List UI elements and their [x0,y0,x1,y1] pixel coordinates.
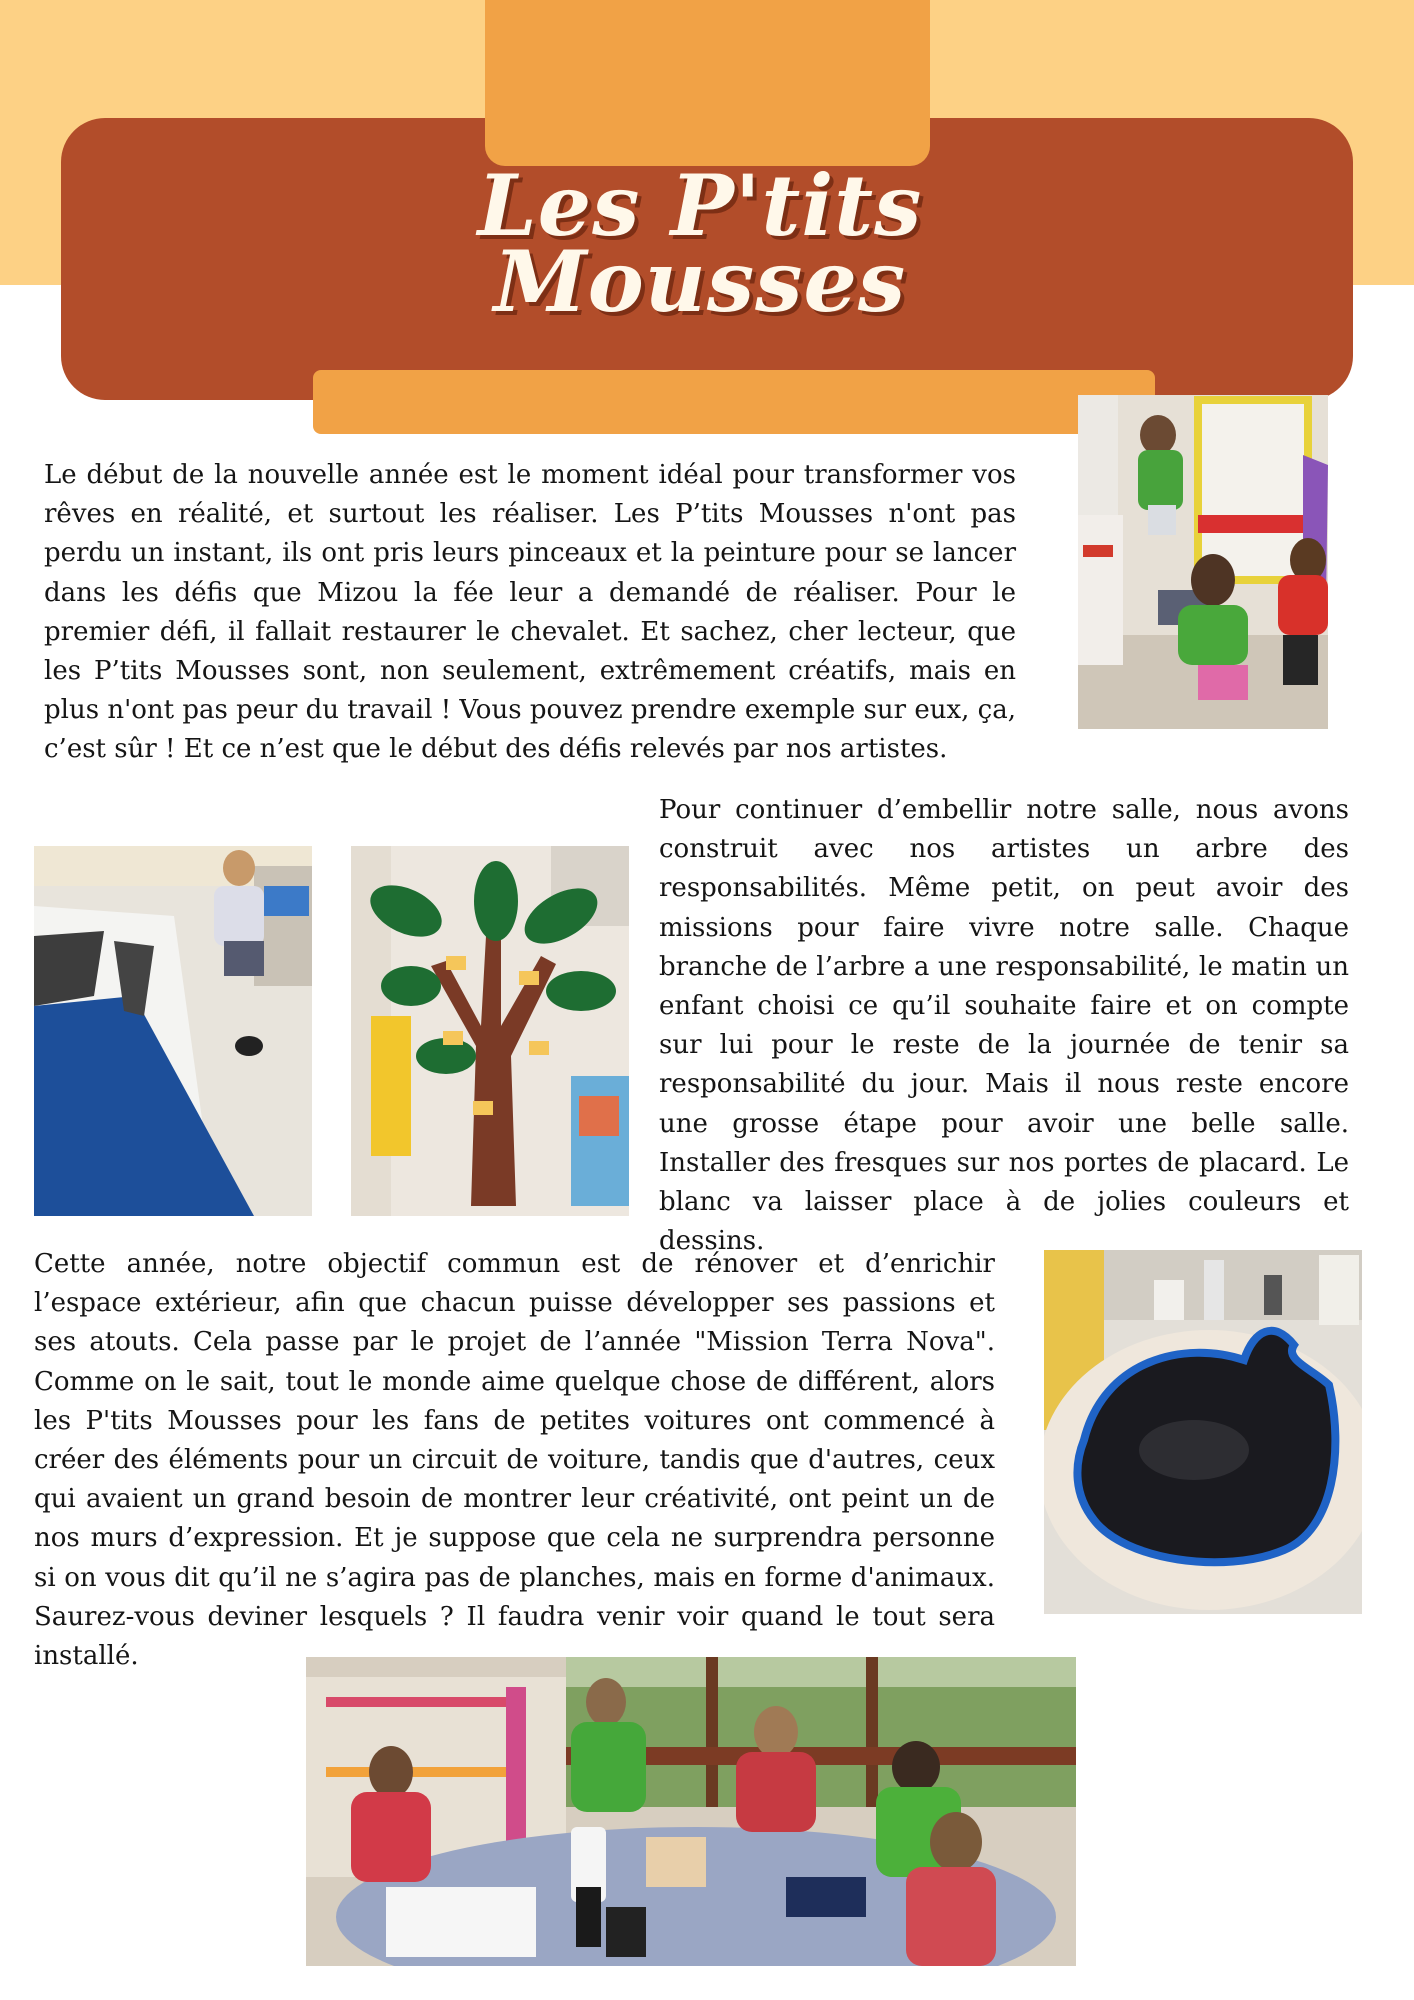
page-title [460,156,940,331]
title-line-2: Mousses [493,232,907,331]
title-line-1: Les P'tits [477,156,923,255]
paragraph-responsibility-tree: Pour continuer d’embellir notre salle, nous avons construit avec nos artistes un arbre des responsabilités. Même petit, on peut avoir des missions pour faire vivre notre salle. Chaque branche de l’arbre a une responsabilité, le matin un enfant choisi ce qu’il souhaite faire et on compte sur lui pour le reste de la journée de tenir sa responsabilité du jour. Mais il nous reste encore une grosse étape pour avoir une belle salle. Installer des fresques sur nos portes de placard. Le blanc va laisser place à de jolies couleurs et dessins. [659,795,1349,1257]
paragraph-easel: Le début de la nouvelle année est le moment idéal pour transformer vos rêves en réalité, et surtout les réaliser. Les P’tits Mousses n'ont pas perdu un instant, ils ont pris leurs pinceaux et la peinture pour se lancer dans les défis que Mizou la fée leur a demandé de réaliser. Pour le premier défi, il fallait restaurer le chevalet. Et sachez, cher lecteur, que les P’tits Mousses sont, non seulement, extrêmement créatifs, mais en plus n'ont pas peur du travail ! Vous pouvez prendre exemple sur eux, ça, c’est sûr ! Et ce n’est que le début des défis relevés par nos artistes. [44,460,1016,765]
photo-responsibility-tree [351,846,629,1216]
photo-whale-board [1044,1250,1362,1614]
paragraph-terra-nova: Cette année, notre objectif commun est de rénover et d’enrichir l’espace extérieur, afin que chacun puisse développer ses passions et ses atouts. Cela passe par le projet de l’année "Mission Terra Nova". Comme on le sait, tout le monde aime quelque chose de différent, alors les P'tits Mousses pour les fans de petites voitures ont commencé à créer des éléments pour un circuit de voiture, tandis que d'autres, ceux qui avaient un grand besoin de montrer leur créativité, ont peint un de nos murs d’expression. Et je suppose que cela ne surprendra personne si on vous dit qu’il ne s’agira pas de planches, mais en forme d'animaux. Saurez-vous deviner lesquels ? Il faudra venir voir quand le tout sera installé. [34,1249,995,1672]
photo-easel-painting [1078,395,1328,729]
photo-child-painting-blue [34,846,312,1216]
photo-children-at-table [306,1657,1076,1966]
header-accent-tab [485,0,930,166]
header-accent-strip [313,370,1155,434]
